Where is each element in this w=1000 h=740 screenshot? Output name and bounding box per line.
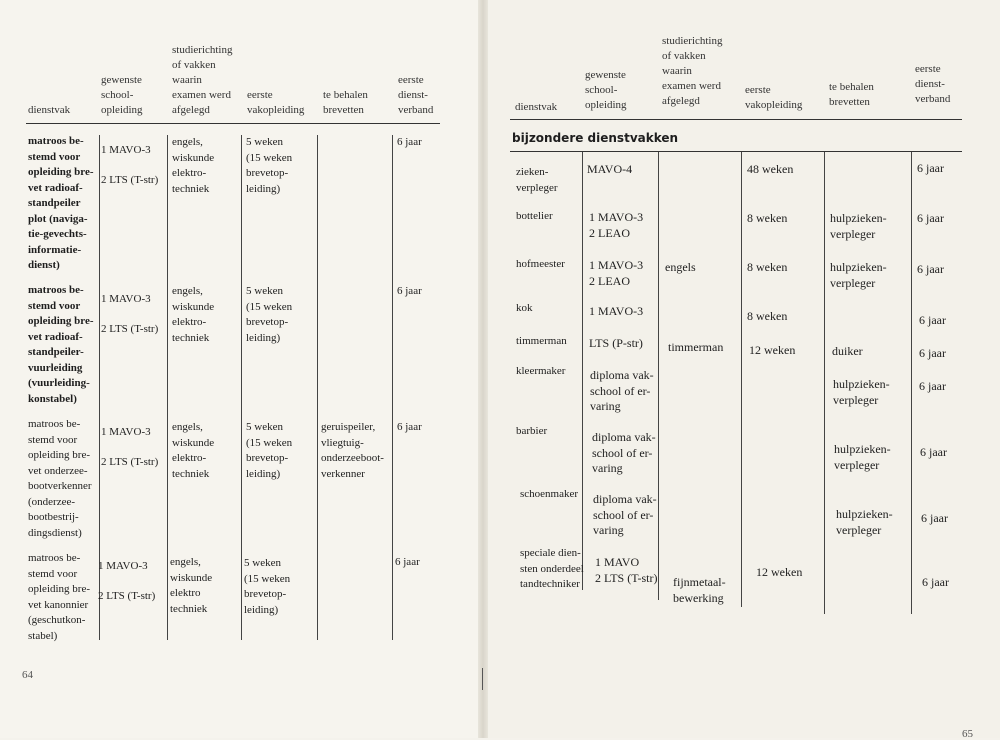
cell-line: bootverkenner xyxy=(28,480,92,492)
page-number-left: 64 xyxy=(22,669,33,681)
cell-line: elektro- xyxy=(172,167,207,179)
cell-line: leiding) xyxy=(246,182,281,195)
header-line: afgelegd xyxy=(662,95,700,107)
cell-line: dienst) xyxy=(28,259,60,271)
left-row-3-dienst: 6 jaar xyxy=(395,556,420,568)
header-line: opleiding xyxy=(585,99,627,111)
cell-line: matroos be- xyxy=(28,135,84,147)
header-line: waarin xyxy=(172,74,202,86)
cell-line: (15 weken xyxy=(246,300,293,313)
left-row-0-studie xyxy=(172,135,214,197)
header-line: te behalen xyxy=(323,89,368,101)
cell-line: techniek xyxy=(172,182,210,195)
cell-line: geruispeiler, xyxy=(321,421,376,433)
left-col-sep xyxy=(317,135,318,640)
cell-line: stemd voor xyxy=(28,299,81,312)
cell-line: (15 weken xyxy=(246,151,293,164)
cell-line: 2 LTS (T-str) xyxy=(101,323,159,335)
cell-line: diploma vak- xyxy=(590,368,654,382)
cell-line: dingsdienst) xyxy=(28,526,82,539)
cell-line: vet kanonnier xyxy=(28,598,89,611)
cell-line: leiding) xyxy=(244,603,279,616)
cell-line: 1 MAVO-3 xyxy=(98,560,148,572)
cell-line: vliegtuig- xyxy=(321,436,364,449)
cell-line: 1 MAVO-3 xyxy=(589,210,644,224)
cell-line: konstabel) xyxy=(28,392,77,405)
header-line: examen werd xyxy=(172,89,231,101)
right-col-sep xyxy=(658,152,659,600)
cell-line: vet radioaf- xyxy=(28,181,83,194)
cell-line: 5 weken xyxy=(246,285,283,297)
right-header-dienst xyxy=(915,62,950,107)
cell-line: brevetop- xyxy=(246,316,289,328)
left-row-2-brev xyxy=(321,420,384,482)
right-row-6-brev xyxy=(834,442,891,473)
left-row-2-studie xyxy=(172,420,214,482)
cell-line: varing xyxy=(593,523,624,537)
left-header-rule xyxy=(26,123,440,124)
cell-line: 5 weken xyxy=(244,557,281,569)
cell-line: wiskunde xyxy=(172,436,215,449)
right-header-brev xyxy=(829,80,874,110)
cell-line: verpleger xyxy=(830,275,876,290)
header-line: dienst- xyxy=(915,78,945,90)
right-col-sep xyxy=(824,152,825,614)
right-row-4-brev: duiker xyxy=(832,344,863,358)
cell-line: engels, xyxy=(172,136,203,148)
cell-line: matroos be- xyxy=(28,284,84,296)
left-row-1-studie xyxy=(172,284,214,346)
cell-line: opleiding bre- xyxy=(28,315,94,327)
left-row-1-dienst: 6 jaar xyxy=(397,285,422,297)
header-line: examen werd xyxy=(662,80,721,92)
left-header-studie xyxy=(172,43,233,118)
gutter-mark xyxy=(482,668,483,690)
cell-line: stabel) xyxy=(28,629,58,642)
cell-line: wiskunde xyxy=(172,151,215,164)
cell-line: varing xyxy=(592,461,623,475)
cell-line: tie-gevechts- xyxy=(28,228,87,240)
header-line: eerste xyxy=(915,63,941,75)
cell-line: hulpzieken- xyxy=(836,507,893,521)
header-line: studierichting xyxy=(172,44,233,56)
cell-line: matroos be- xyxy=(28,418,81,430)
left-row-3-vak xyxy=(244,556,290,618)
left-header-brev xyxy=(323,88,368,118)
right-row-6-dienstvak: barbier xyxy=(516,425,548,437)
cell-line: school of er- xyxy=(590,383,651,398)
header-line: brevetten xyxy=(323,104,364,116)
cell-line: diploma vak- xyxy=(592,430,656,444)
header-line: te behalen xyxy=(829,81,874,93)
cell-line: 1 MAVO-3 xyxy=(101,293,151,305)
cell-line: (15 weken xyxy=(246,436,293,449)
right-col-sep xyxy=(582,152,583,590)
right-row-3-dienst: 6 jaar xyxy=(919,313,946,327)
cell-line: diploma vak- xyxy=(593,492,657,506)
right-row-8-school xyxy=(595,555,657,586)
header-line: afgelegd xyxy=(172,104,210,116)
right-row-7-school xyxy=(593,492,657,539)
cell-line: brevetop- xyxy=(244,588,287,600)
cell-line: 2 LTS (T-str) xyxy=(101,174,159,186)
cell-line: techniek xyxy=(172,467,210,480)
header-line: eerste xyxy=(247,89,273,101)
right-row-0-school: MAVO-4 xyxy=(587,162,633,176)
right-header-rule xyxy=(510,119,962,120)
cell-line: 1 MAVO-3 xyxy=(101,426,151,438)
right-row-6-dienst: 6 jaar xyxy=(920,445,947,459)
cell-line: wiskunde xyxy=(170,571,213,584)
right-row-8-studie xyxy=(673,575,726,606)
right-row-2-school xyxy=(589,258,643,289)
left-row-0-dienstvak xyxy=(28,134,94,274)
cell-line: verpleger xyxy=(830,226,876,241)
header-line: studierichting xyxy=(662,35,723,47)
cell-line: engels, xyxy=(172,285,203,297)
cell-line: stemd voor xyxy=(28,433,78,446)
right-row-7-dienstvak: schoenmaker xyxy=(520,488,579,500)
cell-line: hulpzieken- xyxy=(830,211,887,225)
cell-line: sten onderdeel xyxy=(520,562,584,575)
left-header-dienstvak: dienstvak xyxy=(28,104,71,116)
right-row-5-dienstvak: kleermaker xyxy=(516,365,566,377)
left-row-2-dienstvak xyxy=(28,417,92,541)
right-row-1-dienst: 6 jaar xyxy=(917,211,944,225)
header-line: vakopleiding xyxy=(745,99,803,111)
left-col-sep xyxy=(167,135,168,640)
header-line: of vakken xyxy=(172,59,216,71)
header-line: of vakken xyxy=(662,50,706,62)
left-header-vak xyxy=(247,88,304,118)
cell-line: 2 LTS (T-str) xyxy=(98,590,156,602)
left-col-sep xyxy=(241,135,242,640)
right-row-2-vak: 8 weken xyxy=(747,260,788,274)
cell-line: onderzeeboot- xyxy=(321,452,384,464)
cell-line: zieken- xyxy=(516,166,549,178)
cell-line: hulpzieken- xyxy=(833,377,890,391)
left-row-1-school xyxy=(101,284,158,344)
cell-line: opleiding bre- xyxy=(28,166,94,178)
cell-line: (geschutkon- xyxy=(28,614,86,626)
left-header-school xyxy=(101,73,143,118)
cell-line: elektro xyxy=(170,587,201,599)
cell-line: standpeiler- xyxy=(28,346,84,358)
cell-line: brevetop- xyxy=(246,167,289,179)
cell-line: techniek xyxy=(172,331,210,344)
right-row-0-dienstvak xyxy=(516,165,558,196)
left-row-0-school xyxy=(101,135,158,195)
cell-line: 2 LEAO xyxy=(589,273,630,288)
header-line: vakopleiding xyxy=(247,104,305,116)
right-row-1-brev xyxy=(830,211,887,242)
right-row-4-vak: 12 weken xyxy=(749,343,796,357)
header-line: opleiding xyxy=(101,104,143,116)
cell-line: 2 LEAO xyxy=(589,225,630,240)
cell-line: stemd voor xyxy=(28,567,78,580)
cell-line: verpleger xyxy=(833,392,879,407)
book-gutter xyxy=(478,0,488,738)
cell-line: tandtechniker xyxy=(520,578,580,590)
header-line: waarin xyxy=(662,65,692,77)
cell-line: hulpzieken- xyxy=(830,260,887,274)
cell-line: opleiding bre- xyxy=(28,583,91,595)
cell-line: leiding) xyxy=(246,331,281,344)
cell-line: elektro- xyxy=(172,452,207,464)
cell-line: engels, xyxy=(170,556,201,568)
right-row-0-dienst: 6 jaar xyxy=(917,161,944,175)
left-row-0-vak xyxy=(246,135,292,197)
cell-line: matroos be- xyxy=(28,552,81,564)
cell-line: 2 LTS (T-str) xyxy=(595,570,658,585)
right-row-5-school xyxy=(590,368,654,415)
cell-line: verpleger xyxy=(834,457,880,472)
cell-line: (15 weken xyxy=(244,572,291,585)
page-number-right: 65 xyxy=(962,728,973,740)
cell-line: school of er- xyxy=(593,507,654,522)
right-row-1-school xyxy=(589,210,643,241)
header-line: school- xyxy=(101,89,134,101)
right-row-4-school: LTS (P-str) xyxy=(589,336,643,350)
cell-line: brevetop- xyxy=(246,452,289,464)
cell-line: leiding) xyxy=(246,467,281,480)
left-row-1-dienstvak xyxy=(28,283,94,407)
right-row-8-dienst: 6 jaar xyxy=(922,575,949,589)
cell-line: verkenner xyxy=(321,467,365,480)
header-line: dienst- xyxy=(398,89,428,101)
right-row-4-dienstvak: timmerman xyxy=(516,335,567,347)
header-line: verband xyxy=(915,93,951,105)
right-row-5-brev xyxy=(833,377,890,408)
cell-line: informatie- xyxy=(28,243,82,256)
right-row-7-dienst: 6 jaar xyxy=(921,511,948,525)
cell-line: school of er- xyxy=(592,445,653,460)
left-row-2-vak xyxy=(246,420,292,482)
right-row-1-dienstvak: bottelier xyxy=(516,210,553,222)
cell-line: bewerking xyxy=(673,590,724,605)
right-row-3-dienstvak: kok xyxy=(516,302,533,314)
right-row-2-brev xyxy=(830,260,887,291)
right-col-sep xyxy=(911,152,912,614)
header-line: eerste xyxy=(745,84,771,96)
right-header-studie xyxy=(662,34,723,109)
left-row-1-vak xyxy=(246,284,292,346)
cell-line: 5 weken xyxy=(246,421,283,433)
cell-line: vet radioaf- xyxy=(28,330,83,343)
cell-line: vet onderzee- xyxy=(28,464,88,477)
right-col-sep xyxy=(741,152,742,607)
left-header-dienst xyxy=(398,73,433,118)
right-header-school xyxy=(585,68,627,113)
cell-line: fijnmetaal- xyxy=(673,575,726,589)
left-row-3-studie xyxy=(170,555,212,617)
right-row-7-brev xyxy=(836,507,893,538)
cell-line: varing xyxy=(590,399,621,413)
cell-line: speciale dien- xyxy=(520,547,581,559)
cell-line: 5 weken xyxy=(246,136,283,148)
cell-line: opleiding bre- xyxy=(28,449,91,461)
section-title: bijzondere dienstvakken xyxy=(512,131,679,145)
header-line: school- xyxy=(585,84,618,96)
cell-line: 2 LTS (T-str) xyxy=(101,456,159,468)
cell-line: plot (naviga- xyxy=(28,212,88,225)
section-rule xyxy=(510,151,962,152)
right-row-4-dienst: 6 jaar xyxy=(919,346,946,360)
cell-line: vuurleiding xyxy=(28,361,83,374)
cell-line: bootbestrij- xyxy=(28,511,79,523)
right-row-8-vak: 12 weken xyxy=(756,565,803,579)
left-row-0-dienst: 6 jaar xyxy=(397,136,422,148)
cell-line: hulpzieken- xyxy=(834,442,891,456)
cell-line: verpleger xyxy=(516,181,558,194)
right-row-1-vak: 8 weken xyxy=(747,211,788,225)
header-line: gewenste xyxy=(585,69,626,81)
right-row-3-vak: 8 weken xyxy=(747,309,788,323)
left-row-2-school xyxy=(101,417,158,477)
right-row-8-dienstvak xyxy=(520,546,584,593)
right-header-dienstvak: dienstvak xyxy=(515,101,558,113)
header-line: eerste xyxy=(398,74,424,86)
left-row-3-dienstvak xyxy=(28,551,90,644)
cell-line: wiskunde xyxy=(172,300,215,313)
right-row-3-school: 1 MAVO-3 xyxy=(589,304,644,318)
header-line: gewenste xyxy=(101,74,142,86)
right-row-6-school xyxy=(592,430,656,477)
cell-line: 1 MAVO-3 xyxy=(101,144,151,156)
cell-line: elektro- xyxy=(172,316,207,328)
cell-line: engels, xyxy=(172,421,203,433)
left-row-2-dienst: 6 jaar xyxy=(397,421,422,433)
cell-line: standpeiler xyxy=(28,197,81,209)
left-row-3-school xyxy=(98,551,155,611)
right-row-5-dienst: 6 jaar xyxy=(919,379,946,393)
right-header-vak xyxy=(745,83,802,113)
cell-line: (onderzee- xyxy=(28,495,76,508)
header-line: brevetten xyxy=(829,96,870,108)
cell-line: stemd voor xyxy=(28,150,81,163)
right-row-2-dienst: 6 jaar xyxy=(917,262,944,276)
cell-line: techniek xyxy=(170,602,208,615)
left-col-sep xyxy=(392,135,393,640)
right-row-4-studie: timmerman xyxy=(668,340,724,354)
header-line: verband xyxy=(398,104,434,116)
cell-line: verpleger xyxy=(836,522,882,537)
cell-line: (vuurleiding- xyxy=(28,377,90,389)
right-row-2-studie: engels xyxy=(665,260,696,274)
cell-line: 1 MAVO-3 xyxy=(589,258,644,272)
right-row-0-vak: 48 weken xyxy=(747,162,794,176)
right-row-2-dienstvak: hofmeester xyxy=(516,258,565,270)
cell-line: 1 MAVO xyxy=(595,555,640,569)
